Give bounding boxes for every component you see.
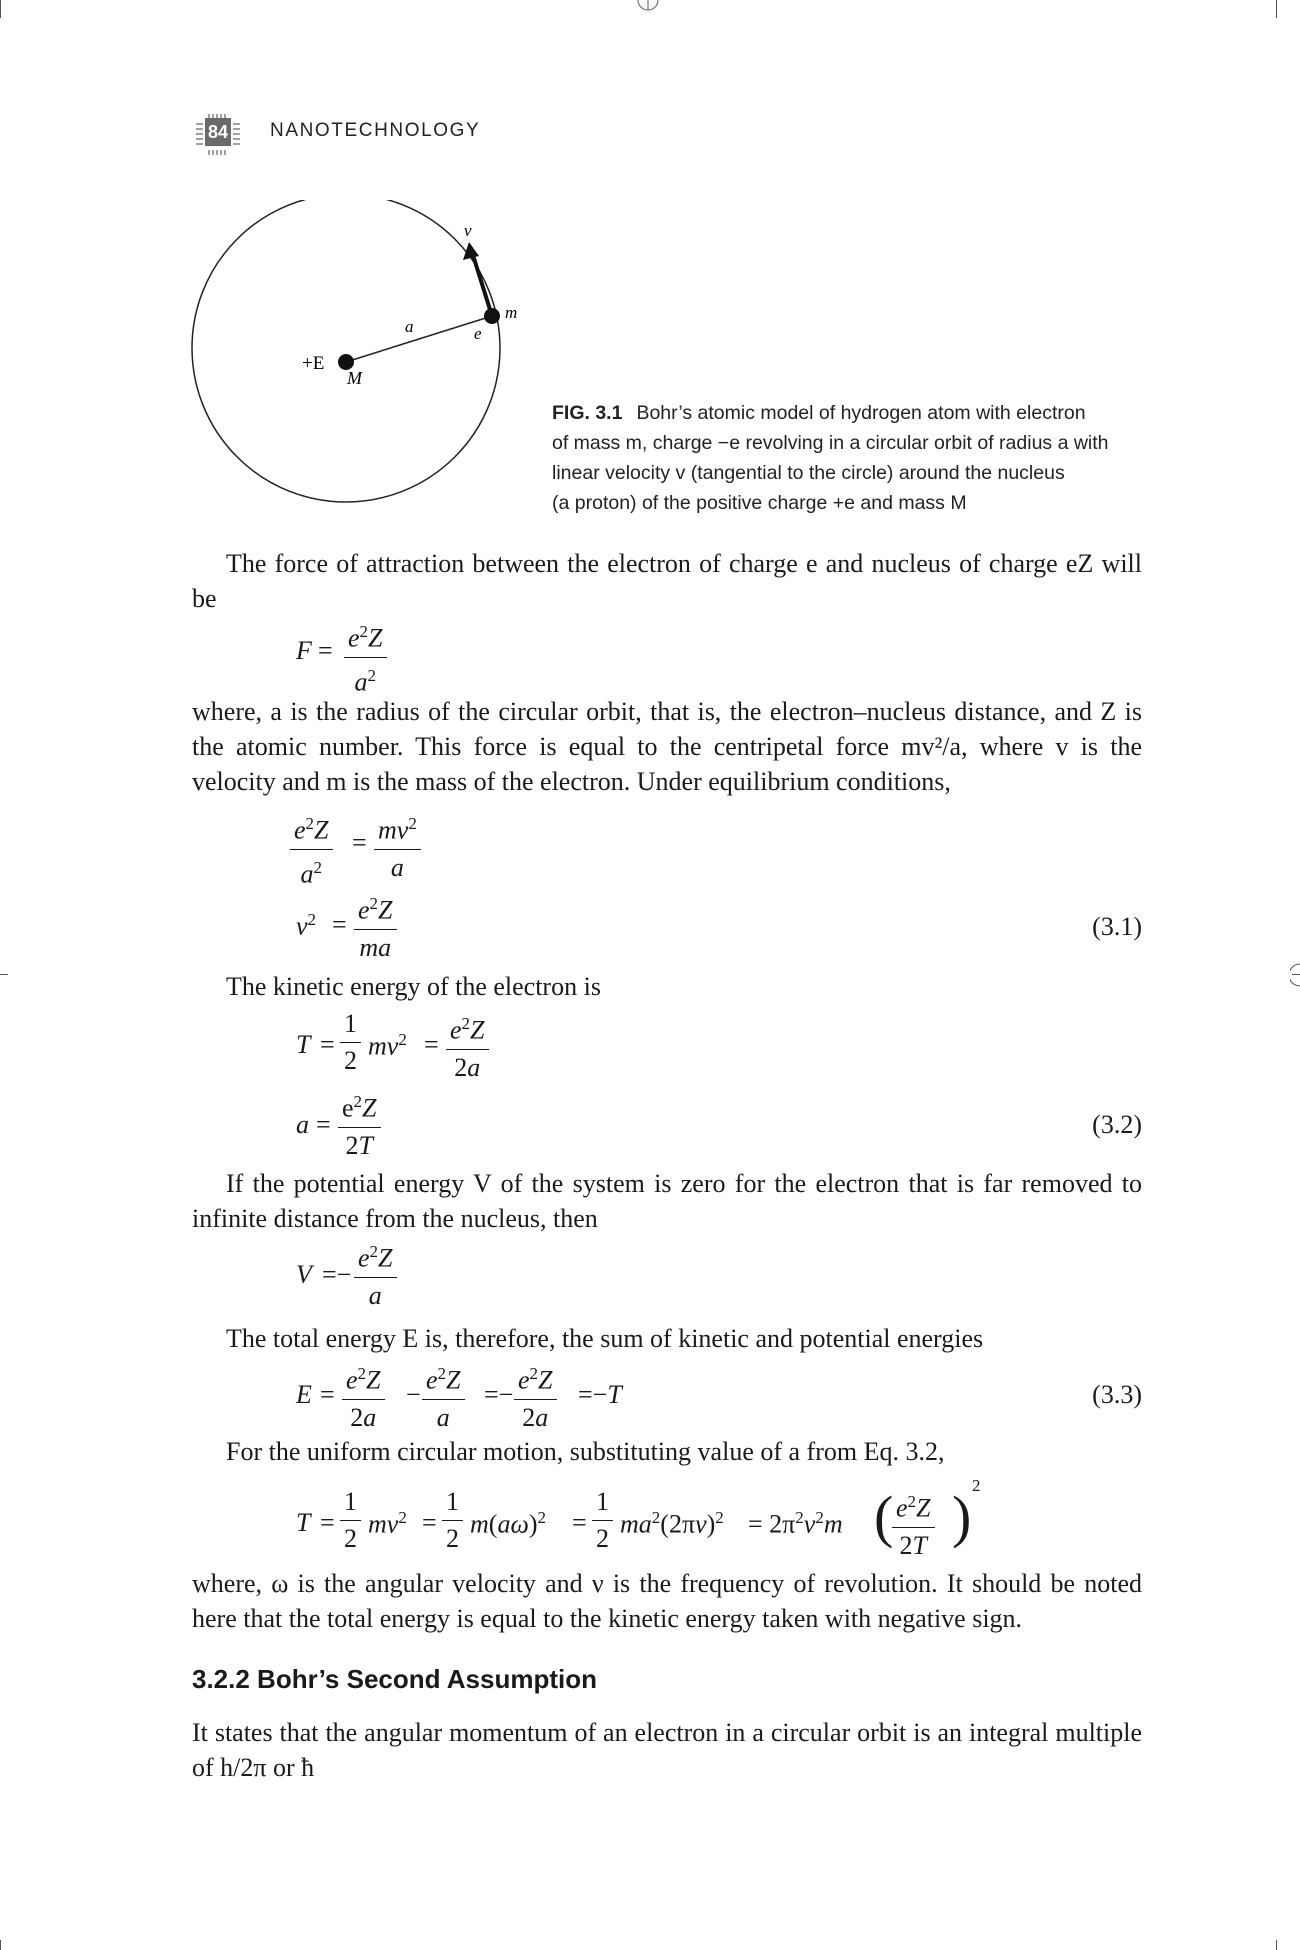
paragraph: where, a is the radius of the circular orbit, that is, the electron–nucleus distance, and Z is the atomic number. This force is equal to the centripetal force mv²/a, where v is the velocity and m is the mass of the electron. Under equilibrium conditions, [192,697,1142,796]
equation-number: (3.1) [1092,912,1142,941]
label-plus-E: +E [302,353,325,374]
page-number: 84 [205,118,231,146]
label-v: v [464,221,472,240]
figure-caption [552,398,1152,518]
radius-line [346,316,492,362]
paragraph: where, ω is the angular velocity and ν is the frequency of revolution. It should be noted here that the total energy is equal to the kinetic energy taken with negative sign. [192,1569,1142,1633]
equation-number: (3.3) [1092,1380,1142,1409]
registration-mark [1290,962,1300,988]
figure-label: FIG. 3.1 [552,402,623,424]
label-a: a [405,317,414,336]
paragraph: It states that the angular momentum of an electron in a circular orbit is an integral multiple of h/2π or ħ [192,1718,1142,1782]
crop-mark [0,1940,1,1950]
orbit-circle [192,200,500,502]
paragraph: The kinetic energy of the electron is [226,972,601,1001]
paragraph: The force of attraction between the electron of charge e and nucleus of charge eZ will be [192,549,1142,613]
caption-line: linear velocity v (tangential to the circle) around the nucleus [552,462,1065,484]
bohr-atom-diagram [180,200,540,530]
label-e: e [474,324,482,343]
label-m: m [505,303,518,322]
paragraph: The total energy E is, therefore, the sum of kinetic and potential energies [226,1324,984,1353]
crop-mark [0,974,8,975]
caption-line: (a proton) of the positive charge +e and mass M [552,492,967,514]
label-M: M [347,368,362,388]
running-title: NANOTECHNOLOGY [270,120,481,141]
section-heading: 3.2.2 Bohr’s Second Assumption [192,1664,598,1694]
equation-number: (3.2) [1092,1110,1142,1139]
crop-mark [1276,0,1277,18]
paragraph: If the potential energy V of the system is zero for the electron that is far removed to infinite distance from the nucleus, then [192,1169,1142,1233]
crop-mark [0,0,1,18]
paragraph: For the uniform circular motion, substituting value of a from Eq. 3.2, [226,1437,945,1466]
crop-mark [1276,1940,1277,1950]
caption-line: Bohr’s atomic model of hydrogen atom with electron [636,402,1086,424]
caption-line: of mass m, charge −e revolving in a circular orbit of radius a with [552,432,1109,454]
velocity-arrow [472,252,492,316]
registration-mark [636,0,660,12]
